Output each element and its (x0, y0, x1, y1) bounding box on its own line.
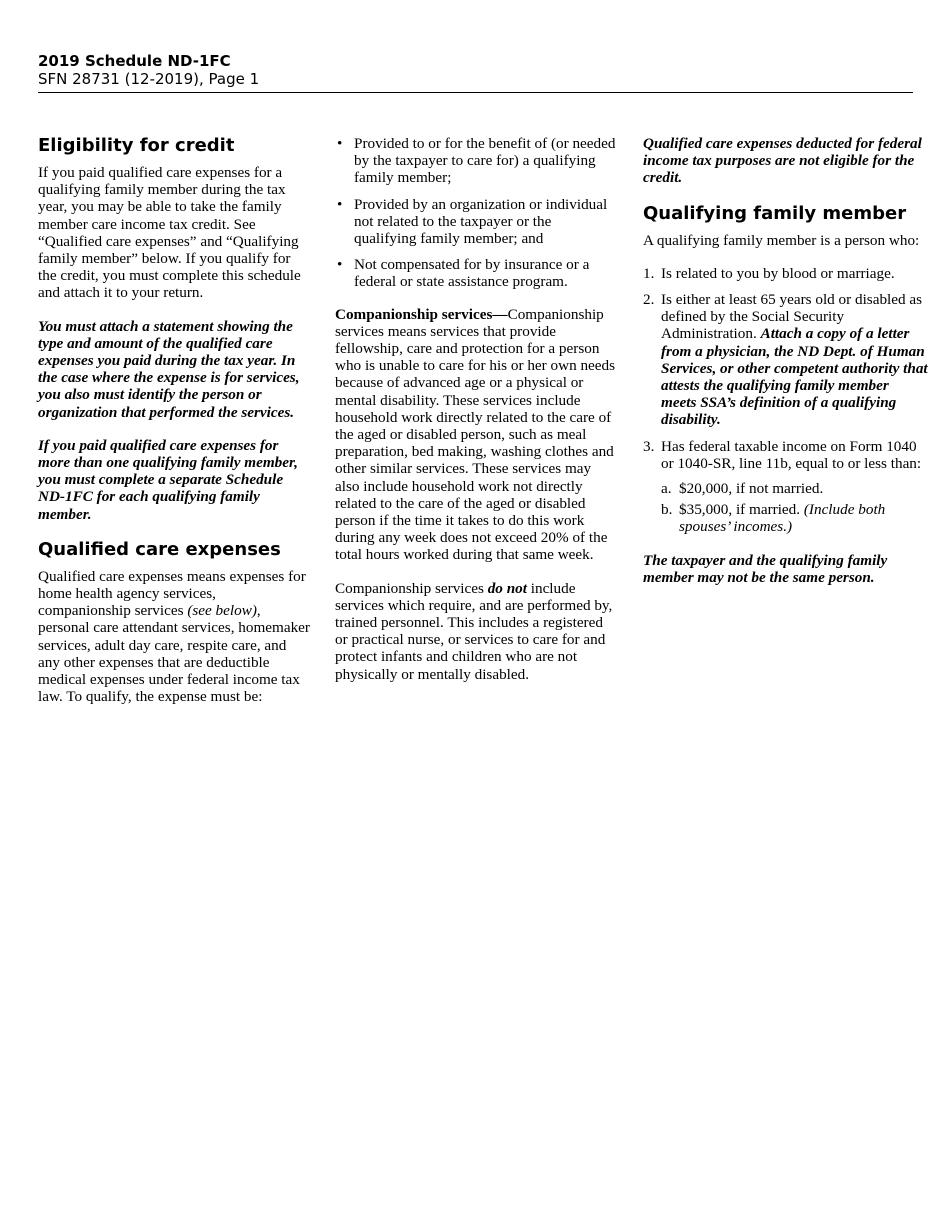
column-right (643, 135, 928, 602)
list-item (335, 196, 617, 248)
list-item (643, 438, 928, 536)
expense-requirements-list (335, 135, 617, 291)
qualifying-member-heading: Qualifying family member (643, 202, 907, 224)
page-header (38, 52, 913, 89)
column-left (38, 135, 310, 721)
companionship-exclusion (335, 580, 617, 683)
list-item-text: Is either at least 65 years old or disabled as defined by the Social Security Administration. (661, 291, 923, 343)
item-letter: b. (661, 501, 673, 519)
qualified-care-paragraph (38, 568, 310, 706)
companionship-text: Companionship services means services that provide fellowship, care and protection for a person who is unable to care for his or her own needs because of advanced age or a physical or mental disability. These services include household work directly related to the care of the aged or disabled person, such as meal preparation, bed making, washing clothes and other similar services. These services may also include household work not directly related to the care of the aged or disabled person if the time it takes to do this work during any week does not exceed 20% of the total hours worked during that same week. (335, 305, 616, 564)
form-subtitle: SFN 28731 (12-2019), Page 1 (38, 70, 260, 88)
list-item-text: Has federal taxable income on Form 1040 or 1040-SR, line 11b, equal to or less than: (661, 437, 922, 472)
bullet-marker: • (337, 256, 343, 274)
qce-text-1: Qualified care expenses means expenses for home health agency services, companionship services (38, 567, 306, 620)
list-item (643, 265, 928, 282)
eligibility-intro: If you paid qualified care expenses for a qualifying family member during the tax year, you may be able to take the family member care income tax credit. See “Qualified care expenses” and “Qualifying family member” below. If you qualify for the credit, you must complete this schedule and attach it to your return. (38, 164, 301, 302)
list-item (335, 256, 617, 290)
list-item-text: $20,000, if not married. (679, 480, 824, 498)
exclusion-text-1: Companionship services (335, 579, 488, 597)
companionship-definition (335, 306, 617, 564)
list-item (661, 501, 928, 535)
item-number: 2. (643, 291, 655, 309)
list-item (335, 135, 617, 187)
qualified-care-heading: Qualified care expenses (38, 538, 281, 560)
list-item-text: Provided to or for the benefit of (or needed by the taxpayer to care for) a qualifying family member; (354, 135, 616, 187)
form-title: 2019 Schedule ND-1FC (38, 52, 231, 70)
list-item (661, 480, 928, 497)
spouses-income-note: (Include both spouses’ incomes.) (679, 501, 886, 536)
attach-letter-emphasis: Attach a copy of a letter from a physician, the ND Dept. of Human Services, or other competent authority that attests the qualifying family member meets SSA’s definition of a qualifying disability. (661, 325, 928, 429)
income-limits-list (661, 480, 928, 536)
item-letter: a. (661, 480, 672, 498)
header-divider (38, 92, 913, 93)
item-number: 1. (643, 264, 655, 282)
column-middle (335, 135, 617, 699)
list-item (643, 291, 928, 429)
list-item-text: Is related to you by blood or marriage. (661, 264, 895, 282)
list-item-text: $35,000, if married. (679, 501, 804, 519)
eligibility-heading: Eligibility for credit (38, 135, 235, 156)
federal-deduction-note: Qualified care expenses deducted for federal income tax purposes are not eligible for the credit. (643, 135, 922, 187)
bullet-marker: • (337, 195, 343, 213)
same-person-note: The taxpayer and the qualifying family member may not be the same person. (643, 551, 888, 586)
list-item-text: Provided by an organization or individual not related to the taxpayer or the qualifying family member; and (354, 195, 608, 248)
list-item-text: Not compensated for by insurance or a federal or state assistance program. (354, 256, 590, 291)
qce-see-below: (see below) (187, 602, 257, 620)
bullet-marker: • (337, 135, 343, 152)
companionship-label: Companionship services— (335, 305, 508, 323)
exclusion-emphasis: do not (487, 579, 527, 597)
qce-text-2: , personal care attendant services, homemaker services, adult day care, respite care, and any other expenses that are deductible medical expenses under federal income tax law. To qualify, the expense must be: (38, 602, 310, 706)
attach-statement-note: You must attach a statement showing the type and amount of the qualified care expenses you paid during the tax year. In the case where the expense is for services, you also must identify the person or organization that performed the services. (38, 317, 300, 421)
item-number: 3. (643, 437, 655, 455)
multiple-members-note: If you paid qualified care expenses for more than one qualifying family member, you must complete a separate Schedule ND-1FC for each qualifying family member. (38, 436, 298, 523)
qualifying-member-intro: A qualifying family member is a person who: (643, 231, 920, 249)
exclusion-text-2: include services which require, and are performed by, trained personnel. This includes a registered or practical nurse, or services to care for and protect infants and children who are not physically or mentally disabled. (335, 579, 613, 683)
qualifying-criteria-list (643, 265, 928, 536)
